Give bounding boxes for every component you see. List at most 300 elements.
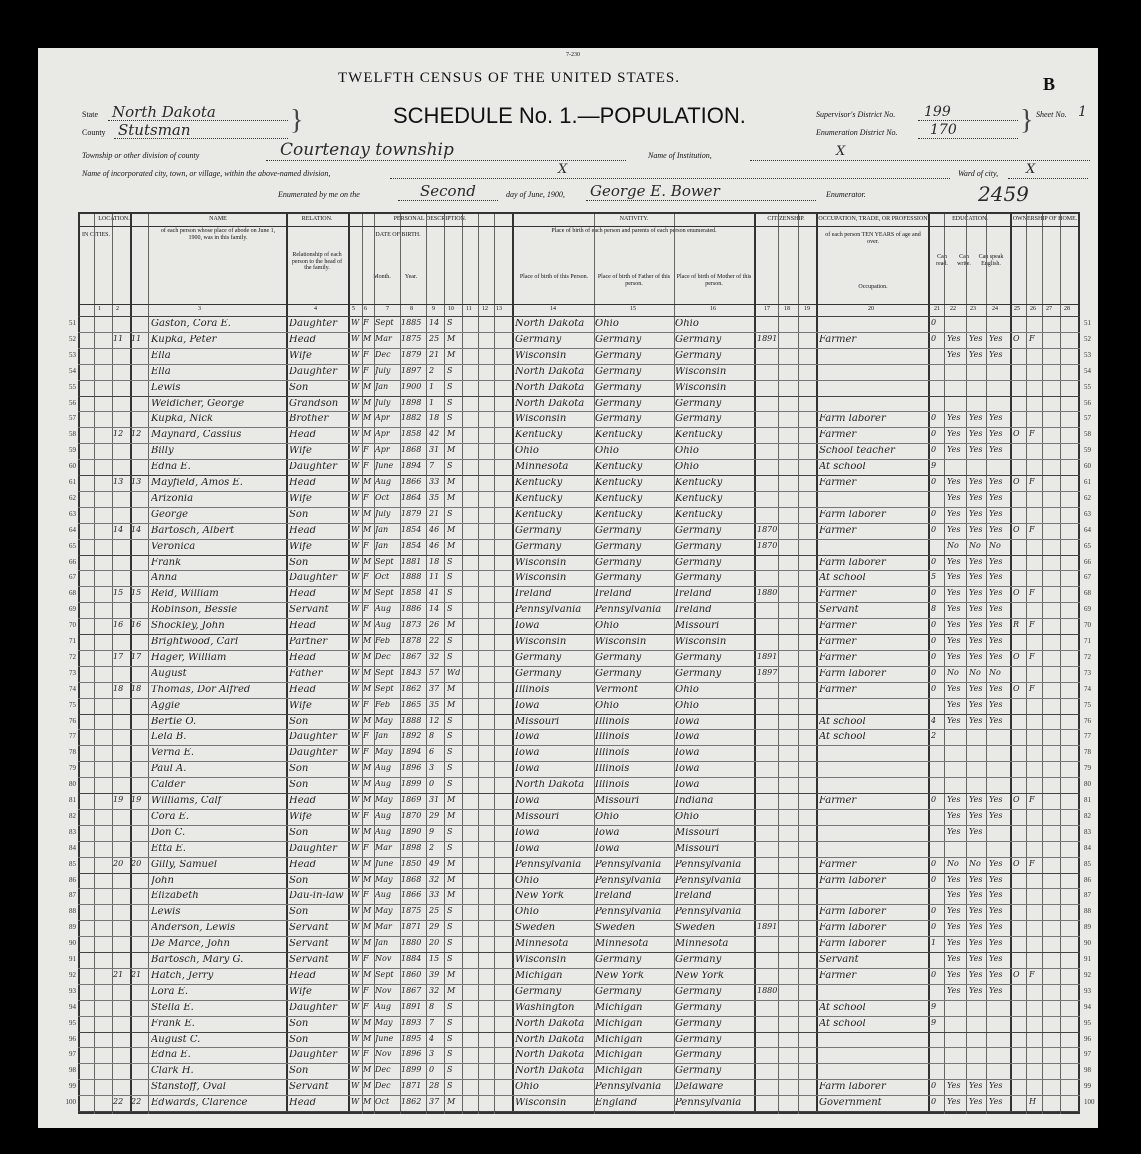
- cell-name: Calder: [151, 780, 185, 791]
- cell-father-birth: Germany: [595, 366, 642, 377]
- cell-name: Cora E.: [151, 811, 190, 822]
- cell-mother-birth: Ohio: [675, 446, 699, 457]
- cell-marital: M: [447, 350, 456, 359]
- cell-name: Elizabeth: [151, 891, 199, 902]
- cell-birthplace: Wisconsin: [515, 955, 567, 965]
- cell-relation: Head: [289, 1098, 317, 1109]
- line-number-right: 68: [1084, 589, 1091, 598]
- cell-color: W: [351, 811, 360, 820]
- column-number: 1: [98, 306, 101, 312]
- cell-marital: S: [447, 589, 453, 598]
- grid-column-line: [112, 214, 113, 1114]
- cell-month: Nov: [375, 955, 392, 963]
- cell-marital: M: [447, 891, 456, 900]
- cell-age: 37: [429, 684, 440, 693]
- cell-name: Edwards, Clarence: [151, 1098, 248, 1109]
- cell-write: Yes: [969, 621, 983, 630]
- cell-months-unemployed: 0: [931, 907, 937, 916]
- cell-sex: M: [363, 398, 372, 407]
- line-number: 61: [69, 478, 76, 486]
- cell-months-unemployed: 0: [931, 970, 937, 979]
- cell-father-birth: Michigan: [595, 1066, 643, 1077]
- cell-sex: F: [363, 1002, 369, 1011]
- cell-relation: Son: [289, 509, 309, 520]
- cell-dwelling: 14: [113, 525, 124, 534]
- cell-name: Lewis: [151, 907, 181, 918]
- cell-month: May: [375, 907, 393, 916]
- grid-row-line: [78, 634, 1080, 635]
- cell-write: Yes: [969, 891, 983, 900]
- cell-marital: S: [447, 1018, 453, 1027]
- cell-color: W: [351, 382, 360, 391]
- cell-relation: Father: [289, 668, 323, 679]
- cell-month: Aug: [375, 621, 392, 630]
- cell-mother-birth: Pennsylvania: [675, 875, 742, 886]
- cell-birthplace: Germany: [515, 334, 562, 345]
- line-number: 59: [69, 446, 76, 455]
- grid-column-line: [148, 214, 149, 1114]
- cell-owned: O: [1013, 334, 1020, 343]
- cell-name: Lewis: [151, 382, 181, 393]
- cell-birthplace: Iowa: [515, 843, 540, 854]
- cell-mother-birth: Kentucky: [675, 493, 723, 504]
- cell-birthplace: Germany: [515, 525, 562, 536]
- cell-english: Yes: [989, 716, 1003, 725]
- cell-age: 11: [429, 573, 440, 582]
- line-number: 67: [69, 573, 76, 582]
- cell-month: Aug: [375, 827, 392, 836]
- line-number: 79: [69, 764, 76, 773]
- cell-birthplace: Wisconsin: [515, 573, 567, 584]
- cell-months-unemployed: 0: [931, 684, 937, 693]
- cell-occupation: Farmer: [819, 970, 857, 981]
- cell-write: Yes: [969, 557, 983, 566]
- cell-father-birth: Michigan: [595, 1034, 643, 1045]
- cell-read: Yes: [947, 589, 961, 598]
- grid-row-line: [78, 888, 1080, 889]
- cell-months-unemployed: 9: [931, 1018, 937, 1027]
- cell-month: Aug: [375, 764, 392, 773]
- cell-age: 29: [429, 811, 440, 820]
- institution-label: Name of Institution,: [648, 151, 712, 160]
- cell-birthplace: Iowa: [515, 827, 540, 838]
- cell-color: W: [351, 716, 360, 725]
- cell-father-birth: Illinois: [595, 716, 630, 727]
- column-number: 15: [630, 306, 636, 312]
- line-number-right: 70: [1084, 621, 1091, 630]
- cell-age: 46: [429, 525, 440, 534]
- cell-relation: Wife: [289, 446, 312, 457]
- cell-birthplace: North Dakota: [515, 1034, 585, 1045]
- cell-relation: Grandson: [289, 398, 339, 409]
- cell-age: 1: [429, 398, 435, 407]
- cell-age: 15: [429, 955, 440, 963]
- cell-sex: F: [363, 366, 369, 375]
- column-number: 4: [314, 306, 317, 312]
- cell-read: Yes: [947, 716, 961, 725]
- cell-relation: Daughter: [289, 573, 337, 584]
- cell-birthplace: North Dakota: [515, 1050, 585, 1061]
- cell-relation: Daughter: [289, 1050, 337, 1061]
- cell-color: W: [351, 796, 360, 804]
- cell-age: 14: [429, 605, 440, 614]
- cell-name: Don C.: [151, 827, 186, 838]
- cell-occupation: Farmer: [819, 621, 857, 632]
- cell-relation: Wife: [289, 350, 312, 361]
- cell-year: 1854: [401, 525, 422, 534]
- cell-age: 35: [429, 700, 440, 709]
- grid-row-line: [78, 507, 1080, 508]
- cell-write: No: [969, 541, 981, 550]
- line-number: 88: [69, 907, 76, 916]
- grid-row-line: [78, 586, 1080, 587]
- line-number-right: 92: [1084, 970, 1091, 979]
- line-number-right: 95: [1084, 1018, 1091, 1027]
- cell-mother-birth: Germany: [675, 334, 722, 345]
- cell-father-birth: Germany: [595, 334, 642, 345]
- cell-birthplace: Michigan: [515, 970, 563, 981]
- cell-age: 22: [429, 637, 440, 645]
- cell-year: 1898: [401, 398, 422, 407]
- cell-sex: F: [363, 493, 369, 502]
- cell-month: Nov: [375, 986, 392, 995]
- line-number-right: 59: [1084, 446, 1091, 455]
- cell-marital: S: [447, 462, 453, 471]
- cell-read: Yes: [947, 525, 961, 534]
- cell-age: 14: [429, 319, 440, 327]
- cell-write: Yes: [969, 414, 983, 423]
- cell-month: May: [375, 1018, 393, 1027]
- cell-occupation: Farmer: [819, 652, 857, 663]
- cell-birthplace: Wisconsin: [515, 350, 567, 361]
- cell-sex: M: [363, 557, 372, 566]
- column-number: 13: [496, 306, 502, 312]
- cell-mother-birth: Germany: [675, 1018, 722, 1029]
- cell-months-unemployed: 1: [931, 939, 937, 948]
- cell-mother-birth: Germany: [675, 1050, 722, 1061]
- cell-father-birth: Kentucky: [595, 478, 643, 488]
- cell-father-birth: Michigan: [595, 1018, 643, 1029]
- cell-month: Jan: [375, 939, 389, 948]
- cell-write: Yes: [969, 700, 983, 709]
- cell-age: 32: [429, 652, 440, 661]
- cell-sex: M: [363, 970, 372, 979]
- grid-row-line: [78, 650, 1080, 651]
- cell-sex: M: [363, 509, 372, 518]
- cell-age: 33: [429, 891, 440, 900]
- header-can-write: Can write.: [957, 254, 971, 267]
- cell-color: W: [351, 334, 360, 343]
- cell-mother-birth: Germany: [675, 573, 722, 584]
- line-number-right: 91: [1084, 955, 1091, 963]
- line-number-right: 79: [1084, 764, 1091, 773]
- cell-owned: R: [1013, 621, 1020, 630]
- line-number-right: 83: [1084, 827, 1091, 836]
- cell-english: Yes: [989, 970, 1003, 979]
- cell-age: 32: [429, 875, 440, 884]
- cell-relation: Son: [289, 875, 309, 886]
- cell-relation: Head: [289, 970, 317, 981]
- cell-father-birth: Germany: [595, 350, 642, 361]
- cell-read: No: [947, 541, 959, 550]
- cell-relation: Brother: [289, 414, 329, 425]
- enumerated-day: Second: [420, 182, 476, 200]
- cell-family: 11: [131, 334, 142, 343]
- cell-birthplace: North Dakota: [515, 382, 585, 393]
- cell-marital: S: [447, 923, 453, 932]
- cell-write: Yes: [969, 493, 983, 502]
- cell-month: Sept: [375, 684, 394, 693]
- cell-color: W: [351, 637, 360, 645]
- cell-mother-birth: Kentucky: [675, 478, 723, 488]
- cell-marital: S: [447, 1050, 453, 1059]
- cell-sex: F: [363, 955, 369, 963]
- cell-age: 46: [429, 541, 440, 550]
- cell-immigration: 1897: [757, 668, 778, 677]
- cell-name: August: [151, 668, 187, 679]
- cell-birthplace: Ohio: [515, 875, 539, 886]
- cell-sex: M: [363, 525, 372, 534]
- grid-row-line: [78, 332, 1080, 333]
- header-occupation: Occupation.: [858, 284, 888, 290]
- line-number-right: 88: [1084, 907, 1091, 916]
- grid-row-line: [78, 1016, 1080, 1017]
- cell-father-birth: Kentucky: [595, 509, 643, 520]
- cell-year: 1860: [401, 970, 422, 979]
- cell-relation: Daughter: [289, 748, 337, 759]
- cell-month: Dec: [375, 652, 391, 661]
- cell-month: Feb: [375, 637, 390, 645]
- cell-year: 1879: [401, 509, 422, 518]
- line-number: 94: [69, 1002, 76, 1011]
- cell-father-birth: Kentucky: [595, 430, 643, 441]
- cell-read: Yes: [947, 350, 961, 359]
- cell-name: Etta E.: [151, 843, 186, 854]
- township-label: Township or other division of county: [82, 151, 200, 160]
- grid-row-line: [78, 825, 1080, 826]
- cell-occupation: At school: [819, 1002, 866, 1013]
- cell-marital: M: [447, 986, 456, 995]
- cell-relation: Son: [289, 382, 309, 393]
- grid-row-line: [78, 1063, 1080, 1064]
- schedule-title: SCHEDULE No. 1.—POPULATION.: [393, 103, 746, 128]
- cell-birthplace: North Dakota: [515, 398, 585, 409]
- cell-months-unemployed: 0: [931, 796, 937, 804]
- grid-column-line: [798, 214, 799, 1114]
- cell-write: Yes: [969, 573, 983, 582]
- cell-sex: M: [363, 923, 372, 932]
- cell-relation: Son: [289, 1018, 309, 1029]
- cell-sex: M: [363, 334, 372, 343]
- cell-color: W: [351, 414, 360, 423]
- cell-english: Yes: [989, 684, 1003, 693]
- cell-father-birth: Michigan: [595, 1002, 643, 1013]
- grid-row-line: [78, 491, 1080, 492]
- cell-english: Yes: [989, 1098, 1003, 1107]
- cell-age: 18: [429, 414, 440, 423]
- grid-column-line: [462, 214, 463, 1114]
- cell-mother-birth: Germany: [675, 398, 722, 409]
- cell-occupation: Farm laborer: [819, 414, 886, 425]
- group-citizenship: CITIZENSHIP.: [767, 216, 805, 222]
- cell-year: 1868: [401, 875, 422, 884]
- cell-relation: Son: [289, 780, 309, 791]
- cell-sex: F: [363, 891, 369, 900]
- cell-relation: Head: [289, 796, 317, 806]
- cell-year: 1875: [401, 907, 422, 916]
- line-number-right: 64: [1084, 525, 1091, 534]
- cell-relation: Servant: [289, 1082, 329, 1093]
- column-number: 18: [784, 306, 790, 312]
- cell-age: 31: [429, 446, 440, 455]
- grid-row-line: [78, 857, 1080, 858]
- cell-marital: S: [447, 652, 453, 661]
- cell-marital: S: [447, 382, 453, 391]
- cell-mother-birth: Germany: [675, 1066, 722, 1077]
- grid-row-line: [78, 459, 1080, 460]
- cell-year: 1886: [401, 605, 422, 614]
- grid-row-line: [78, 411, 1080, 412]
- cell-father-birth: Ohio: [595, 319, 619, 329]
- cell-color: W: [351, 493, 360, 502]
- cell-relation: Head: [289, 478, 317, 488]
- cell-mother-birth: Ireland: [675, 605, 712, 616]
- cell-sex: M: [363, 875, 372, 884]
- grid-row-line: [78, 316, 1080, 317]
- line-number: 64: [69, 525, 76, 534]
- line-number-right: 80: [1084, 780, 1091, 789]
- cell-occupation: Farm laborer: [819, 907, 886, 918]
- cell-marital: S: [447, 1066, 453, 1075]
- cell-name: Hager, William: [151, 652, 227, 663]
- cell-age: 6: [429, 748, 435, 757]
- supervisor-label: Supervisor's District No.: [816, 110, 896, 119]
- cell-occupation: Farm laborer: [819, 875, 886, 886]
- cell-english: Yes: [989, 907, 1003, 916]
- cell-english: Yes: [989, 859, 1003, 868]
- cell-year: 1858: [401, 589, 422, 598]
- cell-write: Yes: [969, 637, 983, 645]
- cell-age: 9: [429, 827, 435, 836]
- cell-sex: M: [363, 1066, 372, 1075]
- line-number-right: 54: [1084, 366, 1091, 375]
- cell-english: Yes: [989, 939, 1003, 948]
- cell-birthplace: Missouri: [515, 716, 560, 727]
- cell-year: 1867: [401, 652, 422, 661]
- cell-marital: S: [447, 366, 453, 375]
- cell-farm: F: [1029, 796, 1035, 804]
- cell-write: Yes: [969, 986, 983, 995]
- cell-color: W: [351, 621, 360, 630]
- line-number-right: 66: [1084, 557, 1091, 566]
- cell-marital: M: [447, 621, 456, 630]
- cell-father-birth: Wisconsin: [595, 637, 647, 647]
- cell-owned: O: [1013, 430, 1020, 439]
- cell-write: Yes: [969, 478, 983, 486]
- cell-marital: S: [447, 780, 453, 789]
- grid-row-line: [78, 698, 1080, 699]
- cell-marital: M: [447, 684, 456, 693]
- cell-farm: F: [1029, 970, 1035, 979]
- line-number: 87: [69, 891, 76, 900]
- cell-mother-birth: New York: [675, 970, 724, 981]
- cell-year: 1881: [401, 557, 422, 566]
- incorporated-value: X: [558, 162, 568, 177]
- cell-read: No: [947, 668, 959, 677]
- cell-color: W: [351, 1002, 360, 1011]
- cell-relation: Daughter: [289, 843, 337, 854]
- sheet-value: 1: [1078, 104, 1087, 120]
- cell-age: 8: [429, 732, 435, 741]
- cell-sex: M: [363, 780, 372, 789]
- cell-color: W: [351, 589, 360, 598]
- line-number-right: 74: [1084, 684, 1091, 693]
- cell-month: May: [375, 748, 393, 757]
- cell-birthplace: Missouri: [515, 811, 560, 822]
- cell-name: Bertie O.: [151, 716, 197, 727]
- cell-write: Yes: [969, 955, 983, 963]
- cell-year: 1879: [401, 350, 422, 359]
- line-number: 80: [69, 780, 76, 789]
- header-relation-desc: Relationship of each person to the head of the family.: [291, 252, 343, 272]
- cell-month: Aug: [375, 891, 392, 900]
- cell-write: Yes: [969, 605, 983, 614]
- cell-sex: M: [363, 382, 372, 391]
- cell-relation: Wife: [289, 700, 312, 711]
- line-number-right: 89: [1084, 923, 1091, 932]
- cell-marital: M: [447, 493, 456, 502]
- cell-occupation: Farmer: [819, 859, 857, 870]
- cell-read: No: [947, 859, 959, 868]
- cell-relation: Partner: [289, 637, 328, 647]
- cell-year: 1896: [401, 1050, 422, 1059]
- cell-month: Jan: [375, 525, 389, 534]
- grid-column-line: [512, 214, 514, 1114]
- cell-month: June: [375, 462, 394, 471]
- cell-age: 33: [429, 478, 440, 486]
- column-number: 16: [710, 306, 716, 312]
- cell-marital: M: [447, 970, 456, 979]
- cell-color: W: [351, 541, 360, 550]
- cell-read: Yes: [947, 637, 961, 645]
- institution-value: X: [836, 144, 846, 159]
- cell-farm: F: [1029, 652, 1035, 661]
- cell-month: June: [375, 1034, 394, 1043]
- column-number: 26: [1030, 306, 1036, 312]
- cell-mother-birth: Germany: [675, 414, 722, 425]
- cell-family: 13: [131, 478, 142, 486]
- cell-color: W: [351, 430, 360, 439]
- cell-write: Yes: [969, 923, 983, 932]
- cell-read: Yes: [947, 700, 961, 709]
- cell-marital: S: [447, 827, 453, 836]
- cell-immigration: 1870: [757, 541, 778, 550]
- cell-year: 1884: [401, 955, 422, 963]
- cell-color: W: [351, 907, 360, 916]
- cell-father-birth: Germany: [595, 668, 642, 679]
- cell-name: Shockley, John: [151, 621, 225, 632]
- cell-name: Mayfield, Amos E.: [151, 478, 243, 488]
- cell-farm: F: [1029, 859, 1035, 868]
- cell-write: No: [969, 668, 981, 677]
- cell-sex: F: [363, 541, 369, 550]
- cell-read: Yes: [947, 796, 961, 804]
- cell-month: Mar: [375, 843, 392, 852]
- cell-birthplace: Ohio: [515, 446, 539, 457]
- line-number-right: 60: [1084, 462, 1091, 471]
- cell-marital: S: [447, 1082, 453, 1091]
- cell-year: 1895: [401, 1034, 422, 1043]
